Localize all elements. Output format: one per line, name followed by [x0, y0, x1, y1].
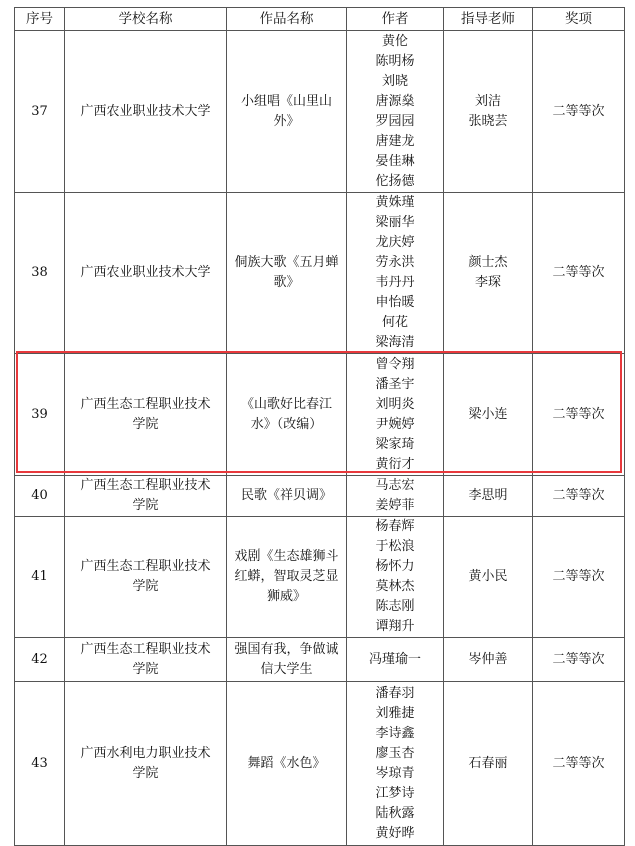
award-cell: 二等等次: [533, 517, 625, 638]
author-line: 刘晓: [381, 73, 408, 89]
index-cell: 41: [15, 517, 65, 638]
author-line: 龙庆婷: [375, 235, 415, 250]
index-cell: 38: [15, 193, 65, 354]
index-cell: 39: [15, 354, 65, 476]
school-line: 学院: [132, 661, 159, 677]
school-line: 广西农业职业技术大学: [80, 265, 211, 280]
advisor-line: 李思明: [468, 488, 508, 503]
school-cell: [65, 193, 227, 354]
header-advisor: 指导老师: [444, 8, 533, 31]
advisor-line: 张晓芸: [468, 113, 508, 129]
advisor-cell: [444, 682, 533, 846]
work-line: 戏剧《生态雄狮斗: [234, 549, 339, 564]
award-cell: 二等等次: [533, 193, 625, 354]
author-line: 梁海清: [375, 335, 415, 350]
school-line: 广西生态工程职业技术: [80, 641, 211, 657]
author-cell: [347, 193, 444, 354]
school-cell: [65, 682, 227, 846]
author-line: 曾令翔: [375, 356, 415, 372]
award-cell: 二等等次: [533, 638, 625, 682]
author-line: 尹婉婷: [375, 416, 415, 432]
advisor-cell: [444, 193, 533, 354]
school-line: 学院: [132, 498, 159, 513]
author-line: 韦丹丹: [375, 275, 415, 290]
work-cell: [227, 476, 347, 517]
work-line: 民歌《祥贝调》: [240, 488, 332, 503]
author-line: 陈志刚: [375, 599, 415, 614]
author-line: 莫林杰: [375, 579, 415, 594]
author-line: 潘春羽: [375, 685, 415, 701]
advisor-cell: [444, 354, 533, 476]
work-cell: [227, 354, 347, 476]
school-line: 学院: [132, 765, 159, 781]
author-cell: [347, 682, 444, 846]
author-line: 于松浪: [375, 539, 415, 554]
author-line: 潘圣宇: [375, 376, 415, 392]
work-cell: [227, 638, 347, 682]
author-line: 唐建龙: [375, 133, 415, 149]
school-line: 学院: [132, 579, 159, 594]
author-line: 岑琼青: [375, 765, 415, 781]
author-line: 黄衍才: [375, 456, 415, 472]
award-table: [14, 7, 625, 846]
index-cell: 42: [15, 638, 65, 682]
header-school: 学校名称: [65, 8, 227, 31]
author-line: 陆秋露: [375, 805, 415, 821]
work-line: 狮威》: [266, 589, 306, 604]
advisor-cell: [444, 31, 533, 193]
school-cell: [65, 354, 227, 476]
author-line: 谭翔升: [375, 619, 415, 634]
work-cell: [227, 517, 347, 638]
author-line: 刘明炎: [375, 396, 415, 412]
work-line: 《山歌好比春江: [240, 396, 332, 412]
table-row: [15, 31, 625, 193]
work-line: 舞蹈《水色》: [247, 755, 326, 771]
author-line: 廖玉杏: [375, 745, 415, 761]
author-line: 梁丽华: [375, 215, 415, 230]
advisor-line: 梁小连: [468, 406, 508, 422]
table-row: [15, 682, 625, 846]
header-row: [15, 8, 625, 31]
header-work: 作品名称: [227, 8, 347, 31]
author-cell: [347, 354, 444, 476]
work-cell: [227, 193, 347, 354]
advisor-line: 石春丽: [468, 755, 508, 771]
school-line: 广西生态工程职业技术: [80, 478, 211, 493]
header-author: 作者: [347, 8, 444, 31]
index-cell: 40: [15, 476, 65, 517]
advisor-line: 颜士杰: [468, 255, 508, 270]
school-cell: [65, 638, 227, 682]
author-cell: [347, 638, 444, 682]
author-line: 申怡暖: [375, 295, 415, 310]
author-line: 晏佳琳: [375, 153, 415, 169]
school-line: 学院: [132, 416, 159, 432]
author-line: 马志宏: [375, 478, 415, 493]
author-line: 罗园园: [375, 113, 415, 129]
index-cell: 37: [15, 31, 65, 193]
school-line: 广西水利电力职业技术: [80, 745, 211, 761]
school-cell: [65, 31, 227, 193]
author-line: 李诗鑫: [375, 725, 415, 741]
author-line: 佗扬德: [375, 173, 415, 189]
award-cell: 二等等次: [533, 682, 625, 846]
work-line: 强国有我，争做诚: [234, 641, 339, 657]
advisor-cell: [444, 476, 533, 517]
author-line: 姜婷菲: [375, 498, 415, 513]
school-line: 广西生态工程职业技术: [80, 559, 211, 574]
table-row: [15, 354, 625, 476]
table-body: [15, 31, 625, 846]
author-cell: [347, 476, 444, 517]
advisor-line: 黄小民: [468, 569, 508, 584]
author-line: 江梦诗: [375, 785, 415, 801]
work-cell: [227, 31, 347, 193]
work-line: 小组唱《山里山: [240, 93, 332, 109]
advisor-line: 岑仲善: [468, 651, 508, 667]
work-line: 水》（改编）: [250, 416, 323, 432]
school-line: 广西生态工程职业技术: [80, 396, 211, 412]
header-index: 序号: [15, 8, 65, 31]
award-cell: 二等等次: [533, 31, 625, 193]
work-line: 信大学生: [260, 661, 313, 677]
work-line: 歌》: [273, 275, 300, 290]
table-row: [15, 193, 625, 354]
school-line: 广西农业职业技术大学: [80, 103, 211, 119]
award-cell: 二等等次: [533, 476, 625, 517]
award-cell: 二等等次: [533, 354, 625, 476]
school-cell: [65, 476, 227, 517]
work-line: 侗族大歌《五月蝉: [234, 255, 339, 270]
index-cell: 43: [15, 682, 65, 846]
author-line: 劳永洪: [375, 255, 415, 270]
author-cell: [347, 517, 444, 638]
advisor-line: 李琛: [474, 275, 501, 290]
author-line: 杨怀力: [375, 559, 415, 574]
advisor-cell: [444, 638, 533, 682]
table-row: [15, 638, 625, 682]
author-line: 刘雅捷: [375, 705, 415, 721]
author-line: 何花: [381, 315, 408, 330]
author-line: 黄伦: [381, 33, 408, 49]
author-line: 梁家琦: [375, 436, 415, 452]
advisor-line: 刘洁: [474, 93, 501, 109]
author-line: 黄妤晔: [375, 825, 415, 841]
advisor-cell: [444, 517, 533, 638]
author-line: 唐源燊: [375, 93, 415, 109]
author-line: 冯瑾瑜一: [368, 651, 421, 667]
author-cell: [347, 31, 444, 193]
table-row: [15, 517, 625, 638]
school-cell: [65, 517, 227, 638]
author-line: 陈明杨: [375, 53, 415, 69]
work-line: 外》: [273, 113, 300, 129]
header-award: 奖项: [533, 8, 625, 31]
author-line: 杨春辉: [375, 519, 415, 534]
author-line: 黄姝瑾: [375, 195, 415, 210]
table-row: [15, 476, 625, 517]
work-cell: [227, 682, 347, 846]
work-line: 红蟒，智取灵芝显: [234, 569, 339, 584]
